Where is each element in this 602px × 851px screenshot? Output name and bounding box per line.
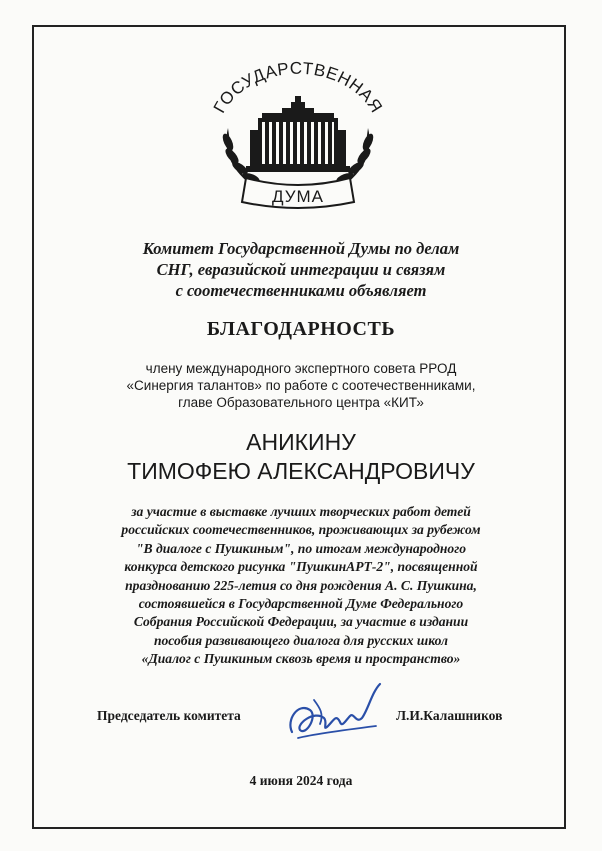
emblem-bottom-text: ДУМА [271,187,325,206]
recipient-description-line: члену международного экспертного совета РРОД [145,361,457,376]
handwritten-signature-icon [284,680,389,750]
recipient-description-line: главе Образовательного центра «КИТ» [178,395,424,410]
committee-line: Комитет Государственной Думы по делам [142,239,460,258]
committee-line: с соотечественниками объявляет [175,281,427,300]
recipient-name [0,428,602,486]
body-line: российских соотечественников, проживающих за рубежом [121,522,481,538]
signatory-name: Л.И.Калашников [396,708,503,723]
body-line: «Диалог с Пушкиным сквозь время и пространство» [141,651,461,667]
recipient-description-line: «Синергия талантов» по работе с соотечественниками, [126,378,476,393]
body-line: пособия развивающего диалога для русских школ [153,632,449,648]
committee-heading [0,238,602,301]
document-title: БЛАГОДАРНОСТЬ [206,318,396,340]
body-line: "В диалоге с Пушкиным", по итогам международного [135,540,467,556]
body-line: состоявшейся в Государственной Думе Федерального [138,596,464,612]
body-line: конкурса детского рисунка "ПушкинАРТ-2", посвященной [124,559,478,575]
body-line: празднованию 225-летия со дня рождения А. С. Пушкина, [125,577,477,593]
body-line: Собрания Российской Федерации, за участие в издании [133,614,469,630]
body-line: за участие в выставке лучших творческих работ детей [131,504,471,519]
recipient-surname: АНИКИНУ [246,429,356,455]
emblem-arc-text: ГОСУДАРСТВЕННАЯ [209,60,387,117]
signatory-position: Председатель комитета [97,708,241,723]
recipient-given-names: ТИМОФЕЮ АЛЕКСАНДРОВИЧУ [127,458,475,484]
document-date: 4 июня 2024 года [249,773,353,788]
committee-line: СНГ, евразийской интеграции и связям [156,260,446,279]
gratitude-body [0,503,602,669]
recipient-description [0,360,602,411]
state-duma-emblem-icon [198,60,398,210]
